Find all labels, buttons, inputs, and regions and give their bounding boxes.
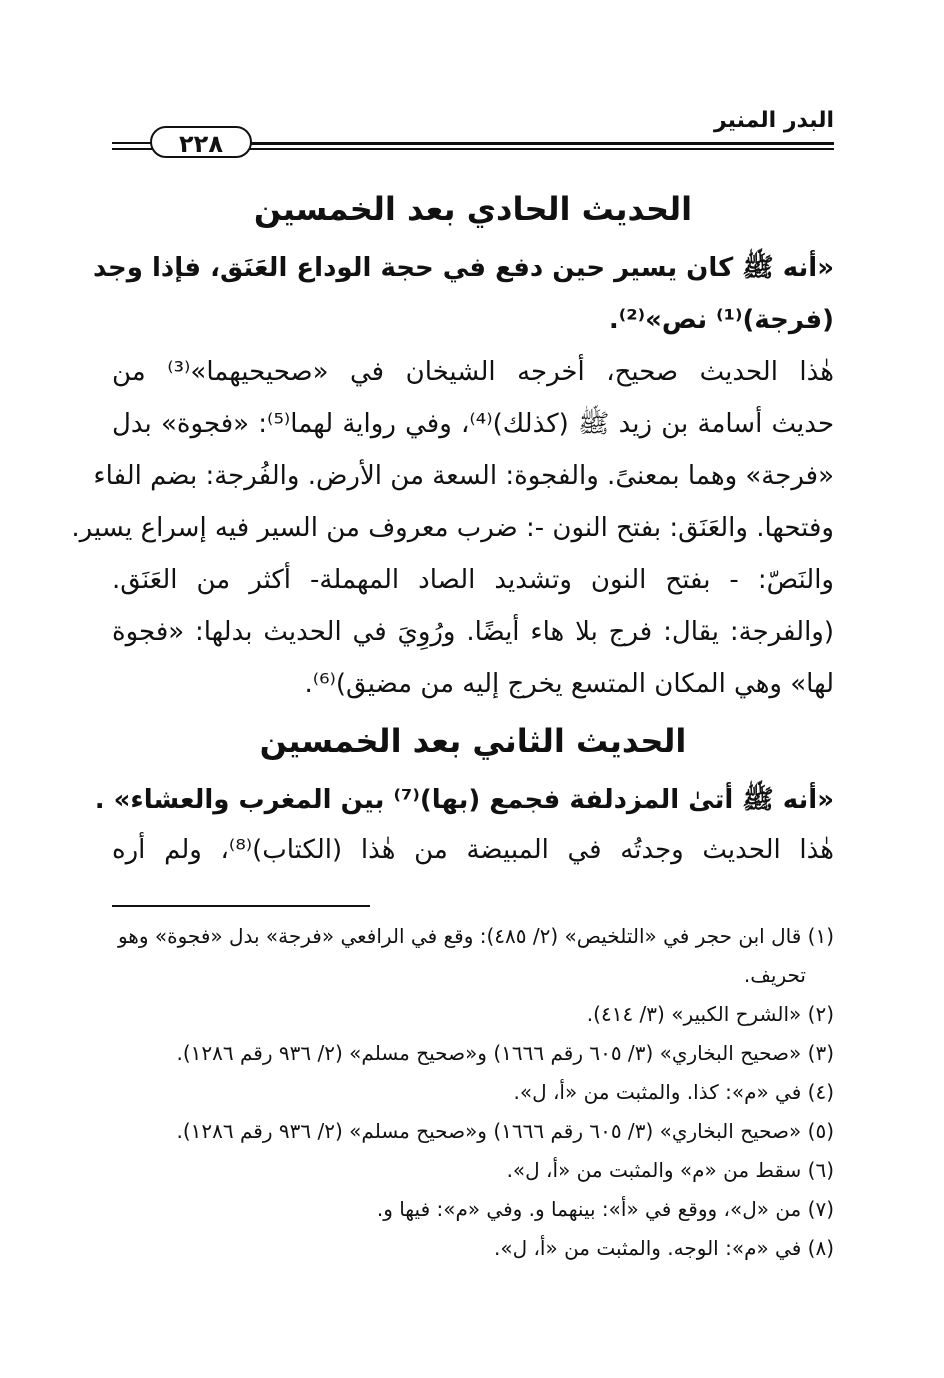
- text-line: «أنه ﷺ أتىٰ المزدلفة فجمع (بها)⁽⁷⁾ بين المغرب والعشاء» .: [94, 785, 834, 815]
- text-line: والنَصّ: - بفتح النون وتشديد الصاد المهملة- أكثر من العَنَق.: [112, 565, 834, 595]
- footnote: (٤) في «م»: كذا. والمثبت من «أ، ل».: [513, 1080, 834, 1104]
- text-line: لها» وهي المكان المتسع يخرج إليه من مضيق)⁽⁶⁾.: [304, 669, 834, 699]
- footnote: (١) قال ابن حجر في «التلخيص» (٢/ ٤٨٥): وقع في الرافعي «فرجة» بدل «فجوة» وهو: [117, 924, 834, 948]
- header-rule: [112, 142, 152, 144]
- footnote: (٢) «الشرح الكبير» (٣/ ٤١٤).: [586, 1002, 834, 1026]
- text-line: (والفرجة: يقال: فرج بلا هاء أيضًا. ورُوِيَ في الحديث بدلها: «فجوة: [112, 617, 834, 647]
- page-number: ٢٢٨: [150, 126, 252, 158]
- running-header: [112, 108, 834, 158]
- header-rule: [112, 148, 152, 150]
- footnotes: [112, 917, 834, 1268]
- header-rule: [218, 142, 834, 145]
- text-line: وفتحها. والعَنَق: بفتح النون -: ضرب معروف من السير فيه إسراع يسير.: [71, 513, 834, 543]
- text-line: هٰذا الحديث وجدتُه في المبيضة من هٰذا (الكتاب)⁽⁸⁾، ولم أره: [112, 835, 834, 865]
- text-line: هٰذا الحديث صحيح، أخرجه الشيخان في «صحيحيهما»⁽³⁾ من: [112, 357, 835, 387]
- hadith-heading: الحديث الحادي بعد الخمسين: [253, 190, 693, 228]
- book-title: البدر المنير: [713, 108, 834, 133]
- commentary-paragraph: [71, 346, 835, 710]
- text-line: «أنه ﷺ كان يسير حين دفع في حجة الوداع العَنَق، فإذا وجد: [93, 253, 834, 283]
- footnote: (٨) في «م»: الوجه. والمثبت من «أ، ل».: [493, 1236, 834, 1260]
- footnote: (٥) «صحيح البخاري» (٣/ ٦٠٥ رقم ١٦٦٦) و«صحيح مسلم» (٢/ ٩٣٦ رقم ١٢٨٦).: [176, 1119, 834, 1143]
- footnote: (٧) من «ل»، ووقع في «أ»: بينهما و. وفي «م»: فيها و.: [376, 1197, 834, 1221]
- hadith-heading: الحديث الثاني بعد الخمسين: [259, 722, 687, 760]
- footnote-separator: [112, 905, 370, 907]
- commentary-paragraph: [112, 824, 834, 876]
- footnote: (٦) سقط من «م» والمثبت من «أ، ل».: [506, 1158, 834, 1182]
- hadith-text: [93, 242, 834, 346]
- footnote: تحريف.: [743, 963, 806, 987]
- hadith-text: [94, 774, 834, 826]
- text-line: «فرجة» وهما بمعنىً. والفجوة: السعة من الأرض. والفُرجة: بضم الفاء: [93, 461, 834, 491]
- footnote: (٣) «صحيح البخاري» (٣/ ٦٠٥ رقم ١٦٦٦) و«صحيح مسلم» (٢/ ٩٣٦ رقم ١٢٨٦).: [176, 1041, 834, 1065]
- text-line: (فرجة)⁽¹⁾ نص»⁽²⁾.: [608, 305, 834, 335]
- header-rule: [218, 148, 834, 150]
- text-line: حديث أسامة بن زيد ﷺ (كذلك)⁽⁴⁾، وفي رواية لهما⁽⁵⁾: «فجوة» بدل: [112, 409, 835, 439]
